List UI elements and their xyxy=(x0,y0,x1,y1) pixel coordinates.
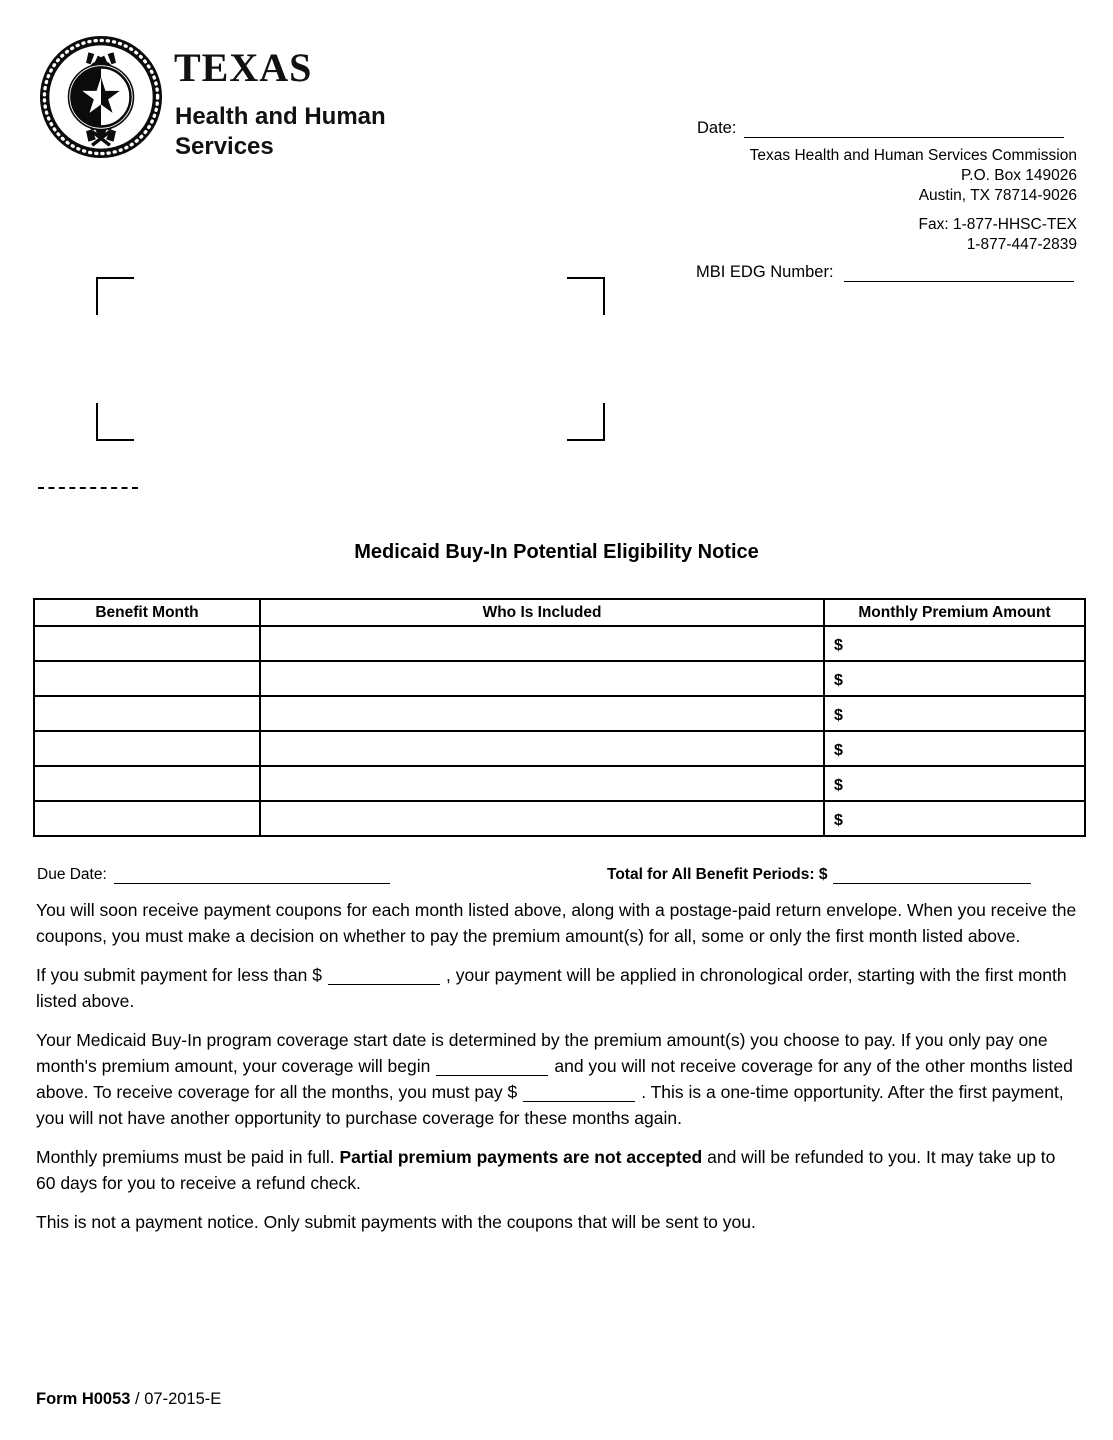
division-line-2: Services xyxy=(175,133,274,160)
table-row xyxy=(34,801,1085,836)
table-row xyxy=(34,696,1085,731)
address-window-corner-mark-bottom-right xyxy=(567,403,605,441)
paragraph-text: and you will not receive coverage for any of the other months listed above. To receive coverage for all the months, you must pay $ xyxy=(36,1056,1073,1102)
paragraph-text: Your Medicaid Buy-In program coverage start date is determined by the premium amount(s) you choose to pay. If you only pay one month's premium amount, your coverage will begin xyxy=(36,1030,1048,1076)
coverage-begin-date-blank[interactable] xyxy=(436,1058,548,1076)
fax-block xyxy=(600,215,1077,255)
partial-payment-amount-blank[interactable] xyxy=(328,967,440,985)
table-header-row xyxy=(34,599,1085,626)
monthly-premium-header: Monthly Premium Amount xyxy=(824,599,1085,626)
benefit-month-header: Benefit Month xyxy=(34,599,260,626)
fax-line: Fax: 1-877-HHSC-TEX xyxy=(918,216,1077,233)
texas-hhs-seal-logo xyxy=(38,34,164,160)
commission-address-block xyxy=(600,146,1077,206)
who-included-cell[interactable] xyxy=(260,801,824,836)
benefit-month-cell[interactable] xyxy=(34,626,260,661)
table-row xyxy=(34,731,1085,766)
address-line: P.O. Box 149026 xyxy=(960,167,1077,184)
total-amount-fill-line[interactable] xyxy=(833,862,1031,884)
address-line: Austin, TX 78714-9026 xyxy=(918,187,1077,204)
form-number: Form H0053 xyxy=(36,1390,131,1408)
date-fill-line[interactable] xyxy=(744,114,1064,138)
paragraph-text: . This is a one-time opportunity. After the first payment, you will not have another opportunity to purchase coverage for these months again. xyxy=(36,1082,1064,1128)
paragraph-not-payment-notice: This is not a payment notice. Only submit payments with the coupons that will be sent to you. xyxy=(36,1212,756,1232)
form-footer xyxy=(36,1390,221,1409)
premium-amount-cell[interactable]: $ xyxy=(824,731,1085,766)
total-label: Total for All Benefit Periods: $ xyxy=(607,866,828,883)
due-date-label: Due Date: xyxy=(37,866,107,883)
address-line: Texas Health and Human Services Commission xyxy=(749,147,1077,164)
table-row xyxy=(34,661,1085,696)
who-included-cell[interactable] xyxy=(260,731,824,766)
table-row xyxy=(34,626,1085,661)
benefit-premium-table xyxy=(33,598,1086,837)
address-window-corner-mark-top-left xyxy=(96,277,134,315)
address-window-corner-mark-top-right xyxy=(567,277,605,315)
premium-amount-cell[interactable]: $ xyxy=(824,661,1085,696)
paragraph-text: If you submit payment for less than $ xyxy=(36,965,322,985)
premium-amount-cell[interactable]: $ xyxy=(824,801,1085,836)
paragraph-coverage-start xyxy=(36,1027,1079,1131)
agency-division-name xyxy=(175,102,386,162)
due-date-group xyxy=(37,862,390,884)
who-is-included-header: Who Is Included xyxy=(260,599,824,626)
division-line-1: Health and Human xyxy=(175,103,386,130)
table-row xyxy=(34,766,1085,801)
address-window-corner-mark-bottom-left xyxy=(96,403,134,441)
premium-amount-cell[interactable]: $ xyxy=(824,766,1085,801)
paragraph-full-payment xyxy=(36,1144,1079,1196)
notice-body xyxy=(36,897,1079,1248)
benefit-month-cell[interactable] xyxy=(34,731,260,766)
benefit-month-cell[interactable] xyxy=(34,801,260,836)
paragraph-bold-text: Partial premium payments are not accepted xyxy=(339,1147,703,1167)
agency-wordmark: TEXAS xyxy=(174,45,313,90)
due-date-fill-line[interactable] xyxy=(114,862,390,884)
mbi-edg-label: MBI EDG Number: xyxy=(696,263,834,281)
who-included-cell[interactable] xyxy=(260,696,824,731)
form-revision: / 07-2015-E xyxy=(130,1390,222,1408)
who-included-cell[interactable] xyxy=(260,626,824,661)
date-row xyxy=(697,114,1064,138)
premium-amount-cell[interactable]: $ xyxy=(824,696,1085,731)
benefit-month-cell[interactable] xyxy=(34,696,260,731)
mbi-edg-fill-line[interactable] xyxy=(844,258,1074,282)
paragraph-text: and will be refunded to you. It may take up to 60 days for you to receive a refund check. xyxy=(36,1147,1056,1193)
paragraph-text: Monthly premiums must be paid in full. xyxy=(36,1147,340,1167)
who-included-cell[interactable] xyxy=(260,766,824,801)
premium-amount-cell[interactable]: $ xyxy=(824,626,1085,661)
date-label: Date: xyxy=(697,119,737,137)
benefit-month-cell[interactable] xyxy=(34,661,260,696)
paragraph-coupons: You will soon receive payment coupons for each month listed above, along with a postage-paid return envelope. When you receive the coupons, you must make a decision on whether to pay the premium amount(s) for all, some or only the first month listed above. xyxy=(36,900,1077,946)
due-total-row xyxy=(36,862,1083,892)
fold-dash-mark xyxy=(38,487,138,489)
page-title: Medicaid Buy-In Potential Eligibility Notice xyxy=(354,541,759,563)
who-included-cell[interactable] xyxy=(260,661,824,696)
benefit-month-cell[interactable] xyxy=(34,766,260,801)
fax-line: 1-877-447-2839 xyxy=(966,236,1077,253)
full-payment-amount-blank[interactable] xyxy=(523,1084,635,1102)
paragraph-partial-payment xyxy=(36,962,1079,1014)
mbi-edg-row xyxy=(696,258,1074,282)
total-group xyxy=(607,862,1031,884)
paragraph-text: , your payment will be applied in chronological order, starting with the first month listed above. xyxy=(36,965,1067,1011)
